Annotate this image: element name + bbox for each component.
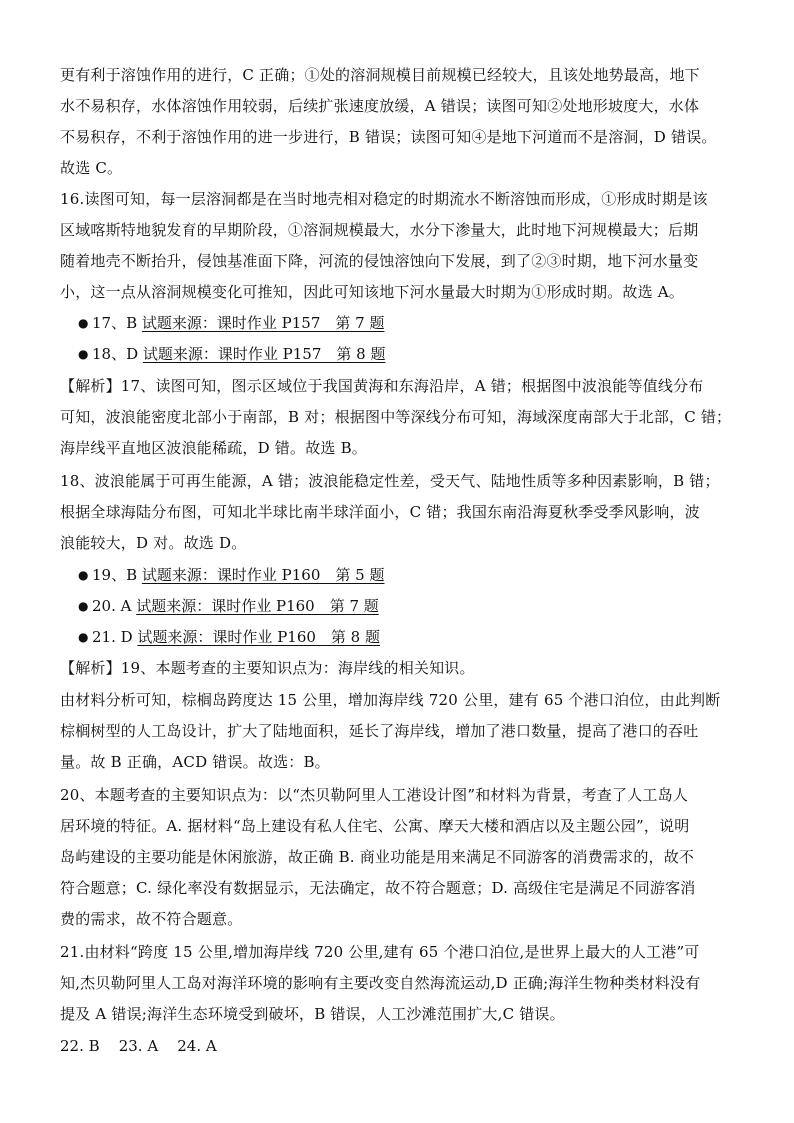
text-line: 费的需求，故不符合题意。 — [60, 910, 243, 928]
text-line: 20、本题考查的主要知识点为：以“杰贝勒阿里人工港设计图”和材料为背景，考查了人工岛人 — [60, 786, 689, 804]
source-line — [78, 339, 385, 370]
text-line: 18、波浪能属于可再生能源，A 错；波浪能稳定性差，受天气、陆地性质等多种因素影响，B 错； — [60, 472, 720, 490]
text-line: 随着地壳不断抬升，侵蚀基准面下降，河流的侵蚀溶蚀向下发展，到了②③时期，地下河水量变 — [60, 252, 699, 270]
bullet-icon: ● — [78, 316, 89, 330]
source-reference: 试题来源：课时作业 P157 第 8 题 — [142, 345, 386, 363]
text-line: 浪能较大，D 对。故选 D。 — [60, 534, 247, 552]
answer-label: 18、D — [92, 345, 143, 363]
source-reference: 试题来源：课时作业 P157 第 7 题 — [141, 314, 385, 332]
text-line: 符合题意；C. 绿化率没有数据显示，无法确定，故不符合题意；D. 高级住宅是满足不同游客消 — [60, 879, 696, 897]
text-line: 由材料分析可知，棕榈岛跨度达 15 公里，增加海岸线 720 公里，建有 65 个港口泊位，由此判断 — [60, 691, 721, 709]
text-line: 海岸线平直地区波浪能稀疏，D 错。故选 B。 — [60, 439, 367, 457]
text-line: 知,杰贝勒阿里人工岛对海洋环境的影响有主要改变自然海流运动,D 正确;海洋生物种类材料没有 — [60, 974, 701, 992]
text-line: 岛屿建设的主要功能是休闲旅游，故正确 B. 商业功能是用来满足不同游客的消费需求的，故不 — [60, 848, 695, 866]
final-answers: 22. B 23. A 24. A — [60, 1037, 217, 1055]
bullet-icon: ● — [78, 347, 89, 361]
source-line — [78, 308, 384, 339]
bullet-icon: ● — [78, 599, 89, 613]
answer-label: 21. D — [92, 628, 138, 646]
text-line: 水不易积存，水体溶蚀作用较弱，后续扩张速度放缓，A 错误；读图可知②处地形坡度大，水体 — [60, 97, 700, 115]
text-line: 提及 A 错误;海洋生态环境受到破坏，B 错误，人工沙滩范围扩大,C 错误。 — [60, 1005, 565, 1023]
source-line — [78, 560, 384, 591]
source-line — [78, 591, 379, 622]
answer-label: 17、B — [92, 314, 142, 332]
text-line: 16.读图可知，每一层溶洞都是在当时地壳相对稳定的时期流水不断溶蚀而形成，①形成时期是该 — [60, 190, 708, 208]
answer-label: 19、B — [92, 566, 142, 584]
text-line: 居环境的特征。A. 据材料“岛上建设有私人住宅、公寓、摩天大楼和酒店以及主题公园”，说明 — [60, 817, 690, 835]
text-line: 故选 C。 — [60, 159, 123, 177]
text-line: 棕榈树型的人工岛设计，扩大了陆地面积，延长了海岸线，增加了港口数量，提高了港口的吞吐 — [60, 722, 699, 740]
source-line — [78, 622, 380, 653]
source-reference: 试题来源：课时作业 P160 第 7 题 — [136, 597, 379, 615]
text-line: 小，这一点从溶洞规模变化可推知，因此可知该地下河水量最大时期为①形成时期。故选 A。 — [60, 283, 685, 301]
answer-label: 20. A — [92, 597, 137, 615]
text-line: 可知，波浪能密度北部小于南部，B 对；根据图中等深线分布可知，海域深度南部大于北部，C 错； — [60, 408, 732, 426]
text-line: 【解析】19、本题考查的主要知识点为：海岸线的相关知识。 — [60, 659, 475, 677]
text-line: 不易积存，不利于溶蚀作用的进一步进行，B 错误；读图可知④是地下河道而不是溶洞，D 错误。 — [60, 128, 717, 146]
bullet-icon: ● — [78, 568, 89, 582]
source-reference: 试题来源：课时作业 P160 第 8 题 — [137, 628, 380, 646]
text-line: 量。故 B 正确，ACD 错误。故选：B。 — [60, 753, 330, 771]
bullet-icon: ● — [78, 630, 89, 644]
text-line: 更有利于溶蚀作用的进行，C 正确；①处的溶洞规模目前规模已经较大，且该处地势最高，地下 — [60, 66, 700, 84]
text-line: 【解析】17、读图可知，图示区域位于我国黄海和东海沿岸，A 错；根据图中波浪能等值线分布 — [60, 377, 704, 395]
text-line: 21.由材料“跨度 15 公里,增加海岸线 720 公里,建有 65 个港口泊位,是世界上最大的人工港”可 — [60, 943, 700, 961]
text-line: 区域喀斯特地貌发育的早期阶段，①溶洞规模最大，水分下渗量大，此时地下河规模最大；后期 — [60, 221, 699, 239]
text-line: 根据全球海陆分布图，可知北半球比南半球洋面小，C 错；我国东南沿海夏秋季受季风影响，波 — [60, 503, 700, 521]
source-reference: 试题来源：课时作业 P160 第 5 题 — [141, 566, 385, 584]
